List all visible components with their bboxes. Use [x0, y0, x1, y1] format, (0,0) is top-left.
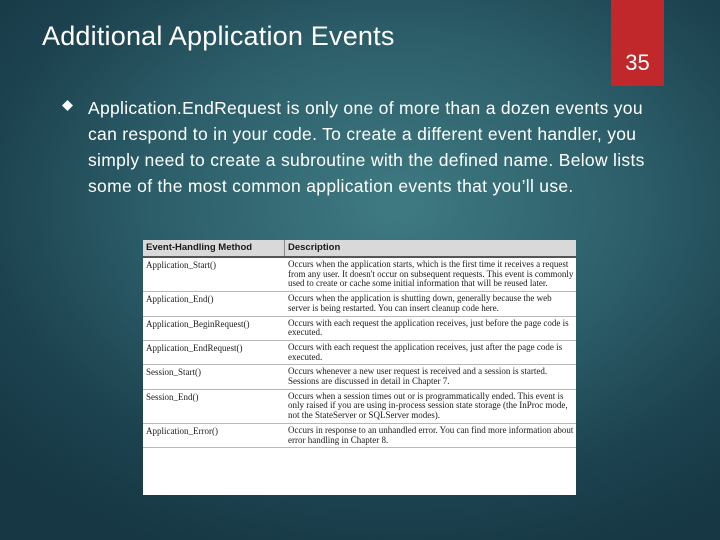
table-row: [143, 317, 576, 341]
event-description: Occurs with each request the application receives, just after the page code is executed.: [288, 341, 563, 362]
event-description: Occurs when the application starts, which is the first time it receives a request from any user. It doesn't occur on subsequent requests. This event is commonly used to create or cache some initial information that will be reused later.: [288, 259, 574, 289]
header-method: Event-Handling Method: [143, 240, 285, 256]
table-row: [143, 292, 576, 316]
event-method: Session_Start(): [146, 367, 201, 378]
header-description: Description: [288, 242, 341, 253]
table-row: [143, 365, 576, 389]
event-method: Application_EndRequest(): [146, 342, 243, 353]
event-description: Occurs in response to an unhandled error. You can find more information about error handling in Chapter 8.: [288, 424, 574, 445]
table-row: [143, 341, 576, 365]
slide-title: Additional Application Events: [42, 21, 395, 51]
event-description: Occurs when the application is shutting down, generally because the web server is being restarted. You can insert cleanup code here.: [288, 293, 552, 313]
table-row: [143, 424, 576, 448]
event-method: Application_BeginRequest(): [146, 318, 250, 329]
event-description: Occurs when a session times out or is programmatically ended. This event is only raised if you are using in-process session state storage (the InProc mode, not the StateServer or SQLServer modes).: [288, 390, 568, 421]
event-method: Application_End(): [146, 294, 214, 305]
diamond-bullet-icon: [62, 100, 73, 111]
event-description: Occurs with each request the application receives, just before the page code is executed.: [288, 317, 569, 338]
event-description: Occurs whenever a new user request is received and a session is started. Sessions are discussed in detail in Chapter 7.: [288, 366, 548, 387]
table-header: [143, 240, 576, 258]
events-table: [143, 240, 576, 495]
event-method: Application_Error(): [146, 425, 218, 436]
bullet-text: Application.EndRequest is only one of more than a dozen events you can respond to in your code. To create a different event handler, you simply need to create a subroutine with the defined name. Below lists some of the most common application events that you’ll use.: [88, 98, 645, 196]
slide-number: 35: [625, 50, 650, 75]
event-method: Application_Start(): [146, 260, 216, 270]
bullet-point: [62, 95, 672, 199]
slide-number-box: [611, 0, 664, 86]
table-row: [143, 390, 576, 424]
table-row: [143, 258, 576, 292]
event-method: Session_End(): [146, 391, 199, 402]
